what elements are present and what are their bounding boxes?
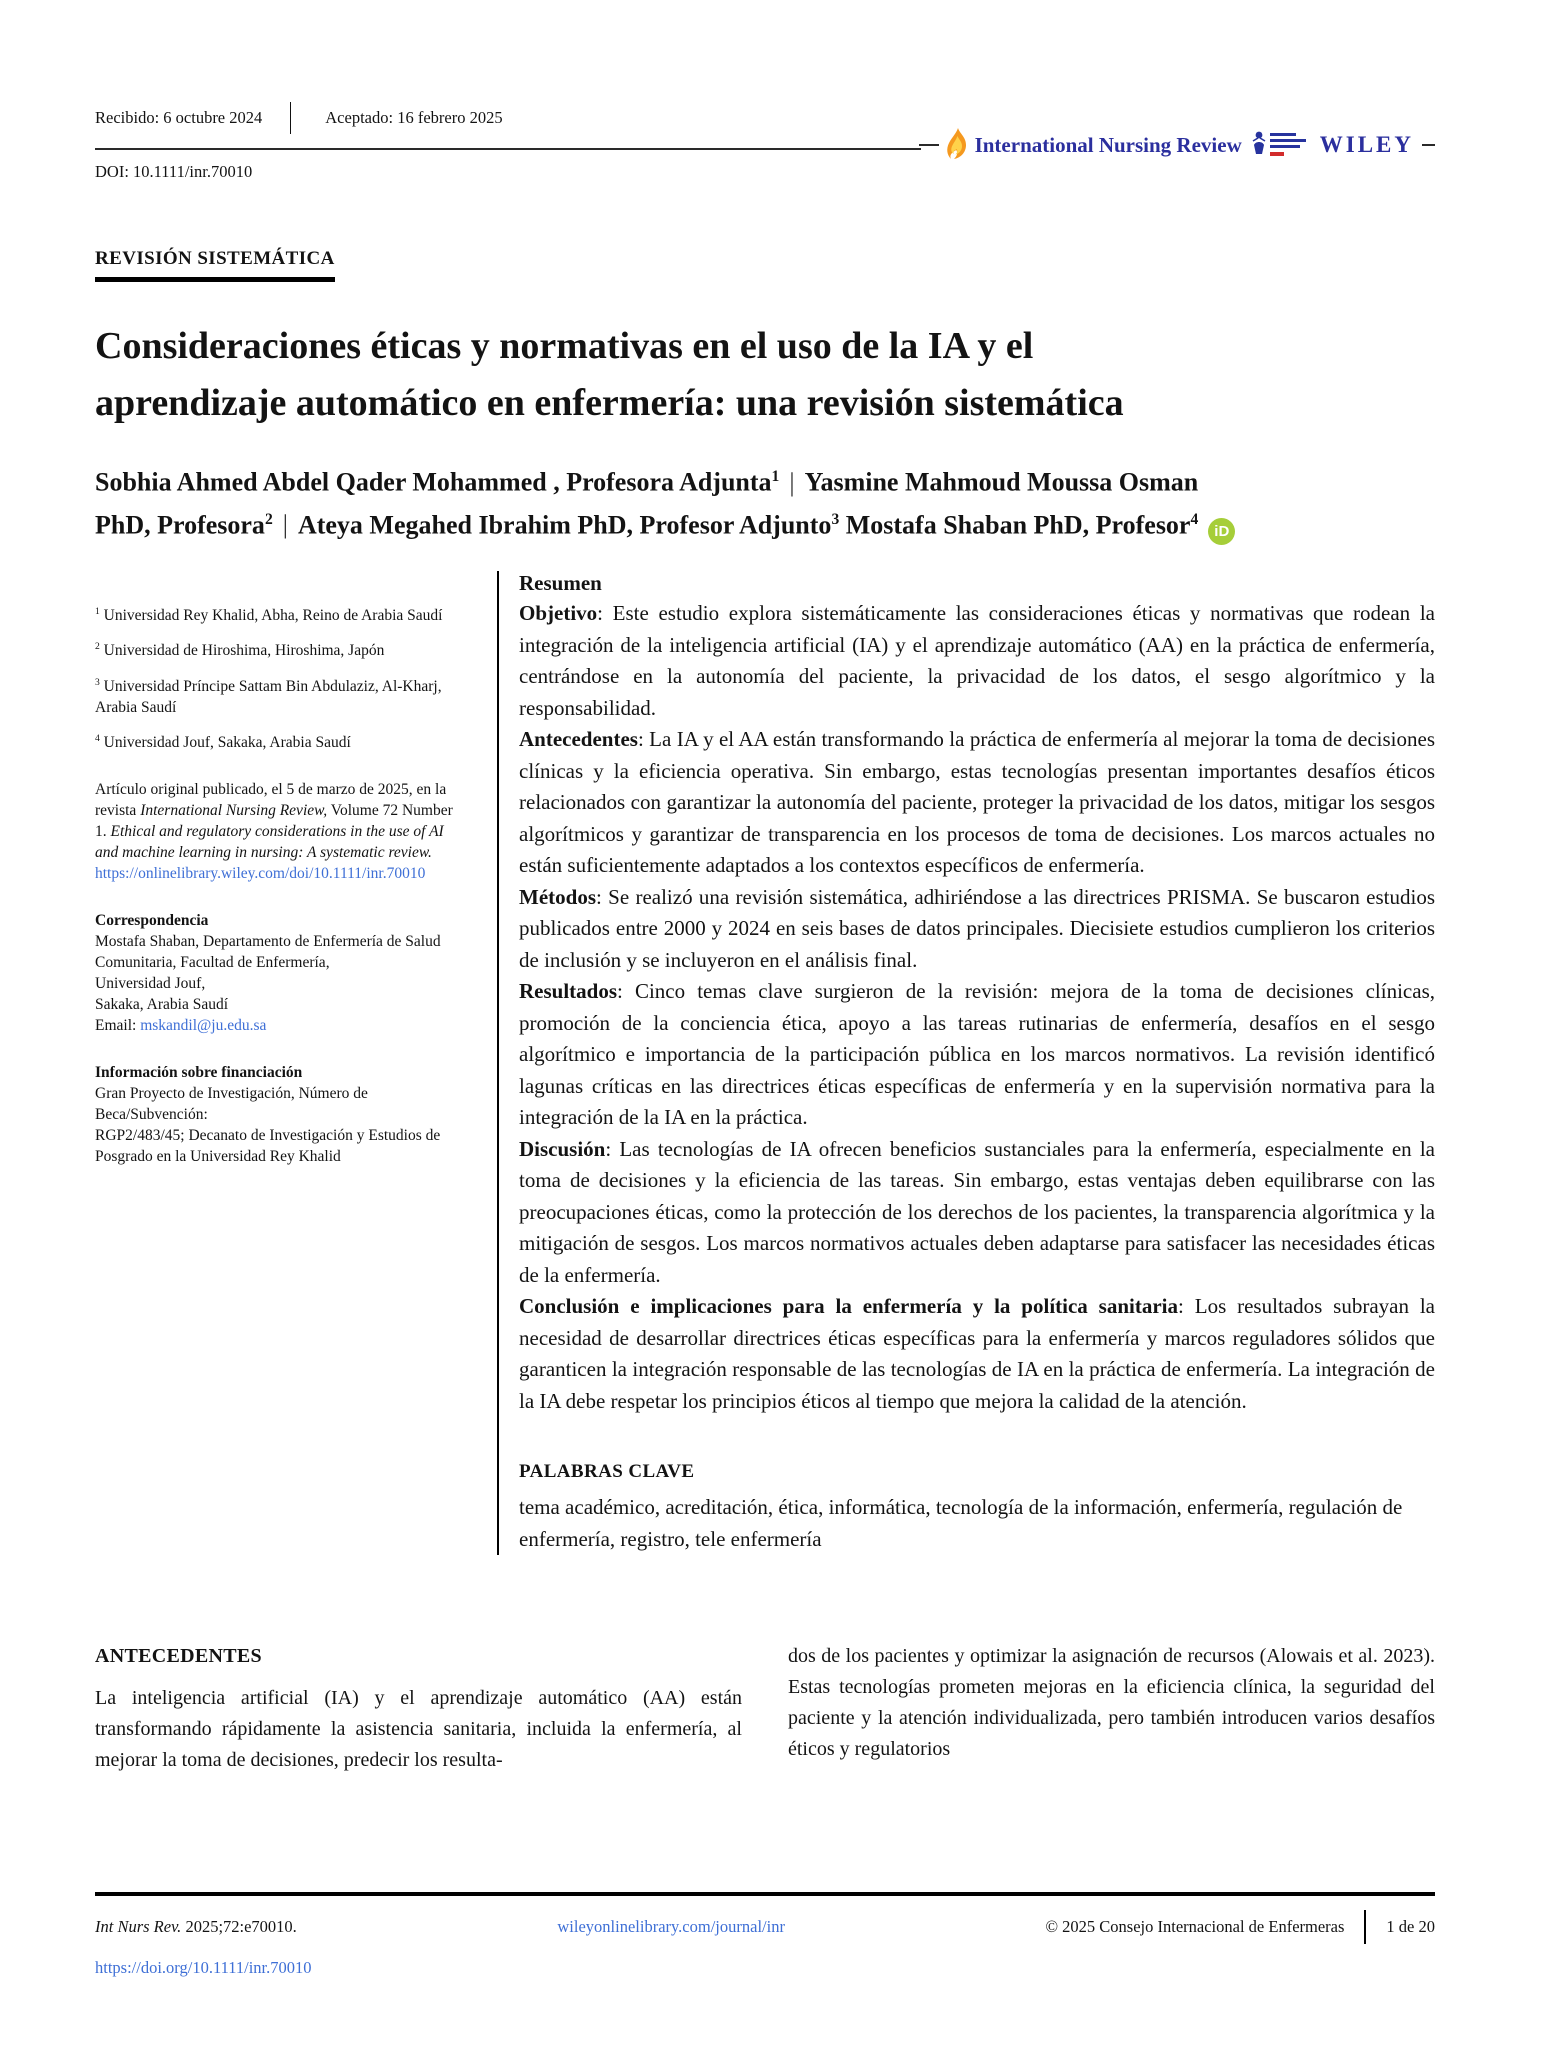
source-note-text: Artículo original publicado, el 5 de marzo de 2025, en la revista: [95, 780, 447, 819]
affiliation-sup: 3: [95, 676, 100, 688]
paragraph-text: : Este estudio explora sistemáticamente las consideraciones éticas y normativas que rodean la integración de la inteligencia artificial (IA) y el aprendizaje automático (AA) en la práctica de enfermería, centrándose en la autonomía del paciente, la privacidad de los datos, el sesgo algorítmico y la responsabilidad.: [519, 601, 1435, 720]
footer-right-group: [1046, 1910, 1435, 1944]
paragraph-label: Antecedentes: [519, 727, 638, 752]
correspondence-address: Mostafa Shaban, Departamento de Enfermería de Salud Comunitaria, Facultad de Enfermería,: [95, 932, 441, 971]
sidebar: [95, 571, 497, 1555]
funding-text: Gran Proyecto de Investigación, Número de Beca/Subvención:: [95, 1084, 368, 1123]
paragraph-text: : La IA y el AA están transformando la práctica de enfermería al mejorar la toma de decisiones clínicas y la eficiencia operativa. Sin embargo, estas tecnologías presentan importantes desafíos éticos relacionados con garantizar la autonomía del paciente, proteger la privacidad de los datos, mitigar los sesgos algorítmicos y garantizar de transparencia en los procesos de toma de decisiones. Los marcos actuales no están suficientemente adaptados a los contextos específicos de enfermería.: [519, 727, 1435, 878]
author-4: Mostafa Shaban PhD, Profesor: [845, 510, 1191, 540]
copyright-notice: © 2025 Consejo Internacional de Enfermeras: [1045, 1917, 1345, 1936]
doi-label: DOI: 10.1111/inr.70010: [95, 162, 253, 181]
abstract-paragraph-antecedentes: [519, 724, 1435, 882]
paragraph-label: Conclusión e implicaciones para la enfermería y la política sanitaria: [519, 1294, 1179, 1319]
title-line-2: aprendizaje automático en enfermería: una revisión sistemática: [95, 382, 1124, 424]
author-separator: |: [789, 467, 795, 497]
affiliation-text: Universidad Jouf, Sakaka, Arabia Saudí: [99, 733, 351, 751]
icn-logo-icon: [1252, 129, 1310, 161]
received-date: Recibido: 6 octubre 2024: [95, 108, 263, 127]
affiliation-sup: 4: [95, 732, 100, 744]
paragraph-label: Objetivo: [519, 601, 598, 626]
page-number-divider: [1364, 1910, 1366, 1944]
email-label: Email:: [95, 1016, 141, 1034]
original-article-title: Ethical and regulatory considerations in the use of AI and machine learning in nursing: A systematic review.: [95, 822, 444, 861]
original-article-link[interactable]: https://onlinelibrary.wiley.com/doi/10.1111/inr.70010: [95, 864, 426, 882]
paragraph-label: Métodos: [519, 884, 596, 909]
header-rule: [95, 148, 921, 150]
paragraph-label: Resultados: [519, 979, 618, 1004]
affiliation-1: [95, 601, 463, 626]
abstract-paragraph-metodos: [519, 882, 1435, 977]
affiliation-text: Universidad Príncipe Sattam Bin Abdulaziz, Al-Kharj, Arabia Saudí: [95, 677, 442, 716]
authors-line-2: [95, 501, 1435, 546]
meta-divider: [290, 102, 291, 134]
journal-homepage-link[interactable]: wileyonlinelibrary.com/journal/inr: [557, 1917, 785, 1936]
authors-line-1: [95, 458, 1435, 501]
affiliation-4: [95, 728, 463, 753]
doi-link[interactable]: https://doi.org/10.1111/inr.70010: [95, 1958, 312, 1977]
main-content: [95, 571, 1435, 1555]
author-2-degree: PhD, Profesora: [95, 510, 265, 540]
orcid-icon[interactable]: iD: [1208, 518, 1235, 545]
author-4-affiliation-sup: 4: [1190, 510, 1199, 528]
flame-icon: [945, 128, 969, 162]
body-text-right: dos de los pacientes y optimizar la asignación de recursos (Alowais et al. 2023). Estas tecnologías prometen mejoras en la eficiencia clínica, la seguridad del paciente y la atención individualizada, pero también introducen varios desafíos éticos y regulatorios: [788, 1645, 1435, 1761]
author-1-affiliation-sup: 1: [771, 468, 780, 485]
funding-text: RGP2/483/45; Decanato de Investigación y Estudios de Posgrado en la Universidad Rey Khalid: [95, 1126, 441, 1165]
publisher-logo: WILEY: [1319, 132, 1414, 157]
paragraph-text: : Cinco temas clave surgieron de la revisión: mejora de la toma de decisiones clínicas, promoción de la conciencia ética, apoyo a las tareas rutinarias de enfermería, desafíos en el sesgo algorítmico e importancia de la participación pública en los marcos normativos. La revisión identificó lagunas críticas en las directrices éticas específicas de enfermería y en la supervisión normativa para la integración de la IA en la práctica.: [519, 979, 1435, 1130]
article-type-label: REVISIÓN SISTEMÁTICA: [95, 248, 335, 282]
source-journal-title: International Nursing Review,: [140, 801, 328, 819]
body-text-section: [95, 1641, 1435, 1776]
journal-abbreviation: Int Nurs Rev.: [95, 1917, 182, 1936]
source-note-text: Volume 72 Number 1.: [95, 801, 453, 840]
keywords-block: [519, 1461, 1435, 1555]
affiliation-text: Universidad Rey Khalid, Abha, Reino de Arabia Saudí: [99, 607, 443, 625]
journal-branding: [919, 128, 1435, 162]
page-footer: [95, 1892, 1435, 1978]
background-heading: ANTECEDENTES: [95, 1645, 262, 1668]
title-line-1: Consideraciones éticas y normativas en el uso de la IA y el: [95, 325, 1034, 367]
paragraph-label: Discusión: [519, 1136, 606, 1161]
affiliation-2: [95, 636, 463, 661]
footer-row: [95, 1910, 1435, 1944]
footer-rule: [95, 1892, 1435, 1896]
abstract-paragraph-discusion: [519, 1134, 1435, 1292]
abstract-heading: Resumen: [519, 571, 602, 596]
source-note: [95, 779, 463, 884]
page-header: [95, 102, 1435, 194]
funding-heading: Información sobre financiación: [95, 1063, 303, 1081]
body-column-left: [95, 1641, 742, 1776]
body-text-left: La inteligencia artificial (IA) y el aprendizaje automático (AA) están transformando rápidamente la asistencia sanitaria, incluida la enfermería, al mejorar la toma de decisiones, predecir los resulta-: [95, 1687, 742, 1772]
correspondence-block: [95, 910, 463, 1036]
affiliation-3: [95, 672, 463, 718]
correspondence-email-row: [95, 1015, 463, 1036]
keywords-text: tema académico, acreditación, ética, informática, tecnología de la información, enfermería, regulación de enfermería, registro, tele enfermería: [519, 1495, 1403, 1551]
paragraph-text: : Los resultados subrayan la necesidad de desarrollar directrices éticas específicas para la enfermería y marcos reguladores sólidos que garanticen la integración responsable de las tecnologías de IA en la práctica de enfermería. La integración de la IA debe respetar los principios éticos al tiempo que mejora la calidad de la atención.: [519, 1294, 1435, 1413]
footer-doi-row: [95, 1958, 1435, 1978]
author-2-affiliation-sup: 2: [264, 510, 273, 528]
citation-detail: 2025;72:e70010.: [181, 1917, 297, 1936]
author-3-affiliation-sup: 3: [831, 510, 840, 528]
citation: [95, 1917, 297, 1937]
funding-block: [95, 1062, 463, 1167]
email-link[interactable]: mskandil@ju.edu.sa: [140, 1016, 267, 1034]
authors-block: [95, 458, 1435, 545]
affiliation-sup: 1: [95, 606, 100, 618]
correspondence-address: Universidad Jouf,: [95, 974, 206, 992]
body-column-right: [788, 1641, 1435, 1776]
rule-segment: [919, 144, 939, 146]
article-title: [95, 318, 1435, 432]
paragraph-text: : Las tecnologías de IA ofrecen beneficios sustanciales para la enfermería, especialmente en la toma de decisiones y la eficiencia de las tareas. Sin embargo, estas ventajas deben equilibrarse con las preocupaciones éticas, como la protección de los derechos de los pacientes, la transparencia algorítmica y la mitigación de sesgos. Los marcos normativos actuales deben adaptarse para satisfacer las necesidades éticas de la enfermería.: [519, 1136, 1435, 1287]
keywords-heading: PALABRAS CLAVE: [519, 1461, 695, 1483]
correspondence-heading: Correspondencia: [95, 911, 209, 929]
author-3: Ateya Megahed Ibrahim PhD, Profesor Adjunto: [297, 510, 832, 540]
author-separator: |: [282, 510, 288, 540]
paragraph-text: : Se realizó una revisión sistemática, adhiriéndose a las directrices PRISMA. Se buscaron estudios publicados entre 2000 y 2024 en seis bases de datos principales. Diecisiete estudios cumplieron los criterios de inclusión y se incluyeron en el análisis final.: [519, 884, 1435, 972]
author-2: Yasmine Mahmoud Moussa Osman: [804, 467, 1199, 497]
abstract-paragraph-objetivo: [519, 598, 1435, 724]
author-1: Sobhia Ahmed Abdel Qader Mohammed , Profesora Adjunta: [95, 467, 772, 497]
abstract-paragraph-resultados: [519, 976, 1435, 1134]
rule-segment: [1422, 144, 1435, 146]
journal-name: International Nursing Review: [974, 132, 1242, 157]
affiliation-text: Universidad de Hiroshima, Hiroshima, Japón: [99, 642, 385, 660]
affiliation-sup: 2: [95, 641, 100, 653]
page-number: 1 de 20: [1386, 1917, 1435, 1936]
abstract-section: [497, 571, 1435, 1555]
correspondence-address: Sakaka, Arabia Saudí: [95, 995, 229, 1013]
accepted-date: Aceptado: 16 febrero 2025: [325, 108, 503, 127]
abstract-paragraph-conclusion: [519, 1291, 1435, 1417]
